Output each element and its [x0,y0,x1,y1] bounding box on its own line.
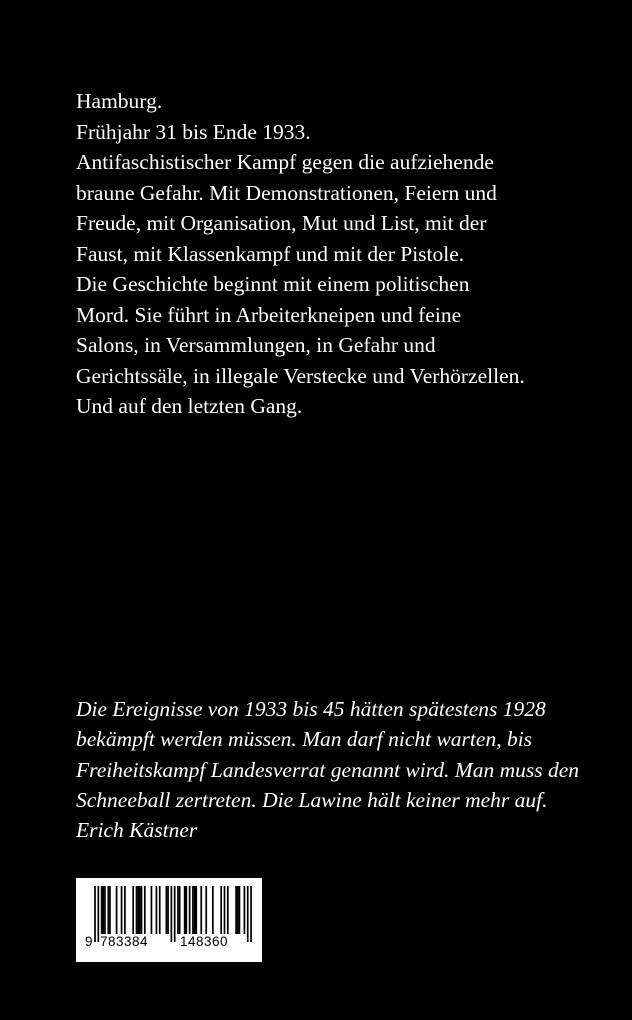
barcode-bar [109,886,111,934]
barcode-bar [132,886,134,934]
quote-author: Erich Kästner [76,818,198,843]
quote-line: bekämpft werden müssen. Man darf nicht warten, bis [76,727,533,752]
barcode-bar [107,886,109,934]
barcode-bar [124,886,126,934]
barcode-digit-first: 9 [85,934,94,949]
blurb-line: Mord. Sie führt in Arbeiterkneipen und feine [76,302,462,327]
barcode-bar [244,886,246,934]
barcode-bar [195,886,197,934]
blurb-line: Die Geschichte beginnt mit einem politischen [76,272,470,296]
blurb-text [76,86,606,422]
blurb-line: Frühjahr 31 bis Ende 1933. [76,119,311,144]
barcode-bar [179,886,181,934]
barcode-bar [167,886,169,934]
blurb-line: braune Gefahr. Mit Demonstrationen, Feiern und [76,180,497,205]
barcode-bar [192,886,194,934]
quote-line: Freiheitskampf Landesverrat genannt wird. Man muss den [76,757,580,782]
barcode-bar [139,886,141,934]
blurb-line: Und auf den letzten Gang. [76,394,303,418]
barcode-bar [159,886,161,934]
barcode-bar [144,886,146,934]
barcode-bar [184,886,186,934]
barcode-bar [224,886,226,934]
barcode-bar [220,886,222,934]
blurb-line: Antifaschistischer Kampf gegen die aufziehende [76,150,494,174]
barcode-bar [189,886,191,934]
barcode-digits-left: 783384 [100,934,149,949]
blurb-line: Salons, in Versammlungen, in Gefahr und [76,333,436,357]
barcode-bar [166,886,168,934]
barcode-bar [102,886,104,934]
barcode-digits [76,934,262,956]
barcode-bar [185,886,187,934]
quote-text [76,694,606,845]
quote-line: Die Ereignisse von 1933 bis 45 hätten spätestens 1928 [76,697,546,721]
barcode-bar [177,886,179,934]
barcode-bar [212,886,214,934]
barcode-bar [151,886,153,934]
barcode-bar [101,886,103,934]
barcode-bar [137,886,139,934]
barcode-bar [136,886,138,934]
blurb-line: Gerichtssäle, in illegale Verstecke und Verhörzellen. [76,363,525,388]
barcode-bar [194,886,196,934]
barcode-digits-right: 148360 [180,934,229,949]
barcode-bar [237,886,239,934]
barcode-bar [205,886,207,934]
blurb-line: Faust, mit Klassenkampf und mit der Pistole. [76,241,465,266]
blurb-line: Freude, mit Organisation, Mut und List, mit der [76,211,487,235]
isbn-barcode [76,878,262,962]
barcode-bar [227,886,229,934]
barcode-bar [239,886,241,934]
barcode-bar [116,886,118,934]
quote-line: Schneeball zertreten. Die Lawine hält keiner mehr auf. [76,787,548,812]
barcode-bar [200,886,202,934]
barcode-bar [141,886,143,934]
barcode-bar [156,886,158,934]
barcode-bar [121,886,123,934]
blurb-line: Hamburg. [76,89,163,113]
barcode-bar [104,886,106,934]
barcode-bar [235,886,237,934]
